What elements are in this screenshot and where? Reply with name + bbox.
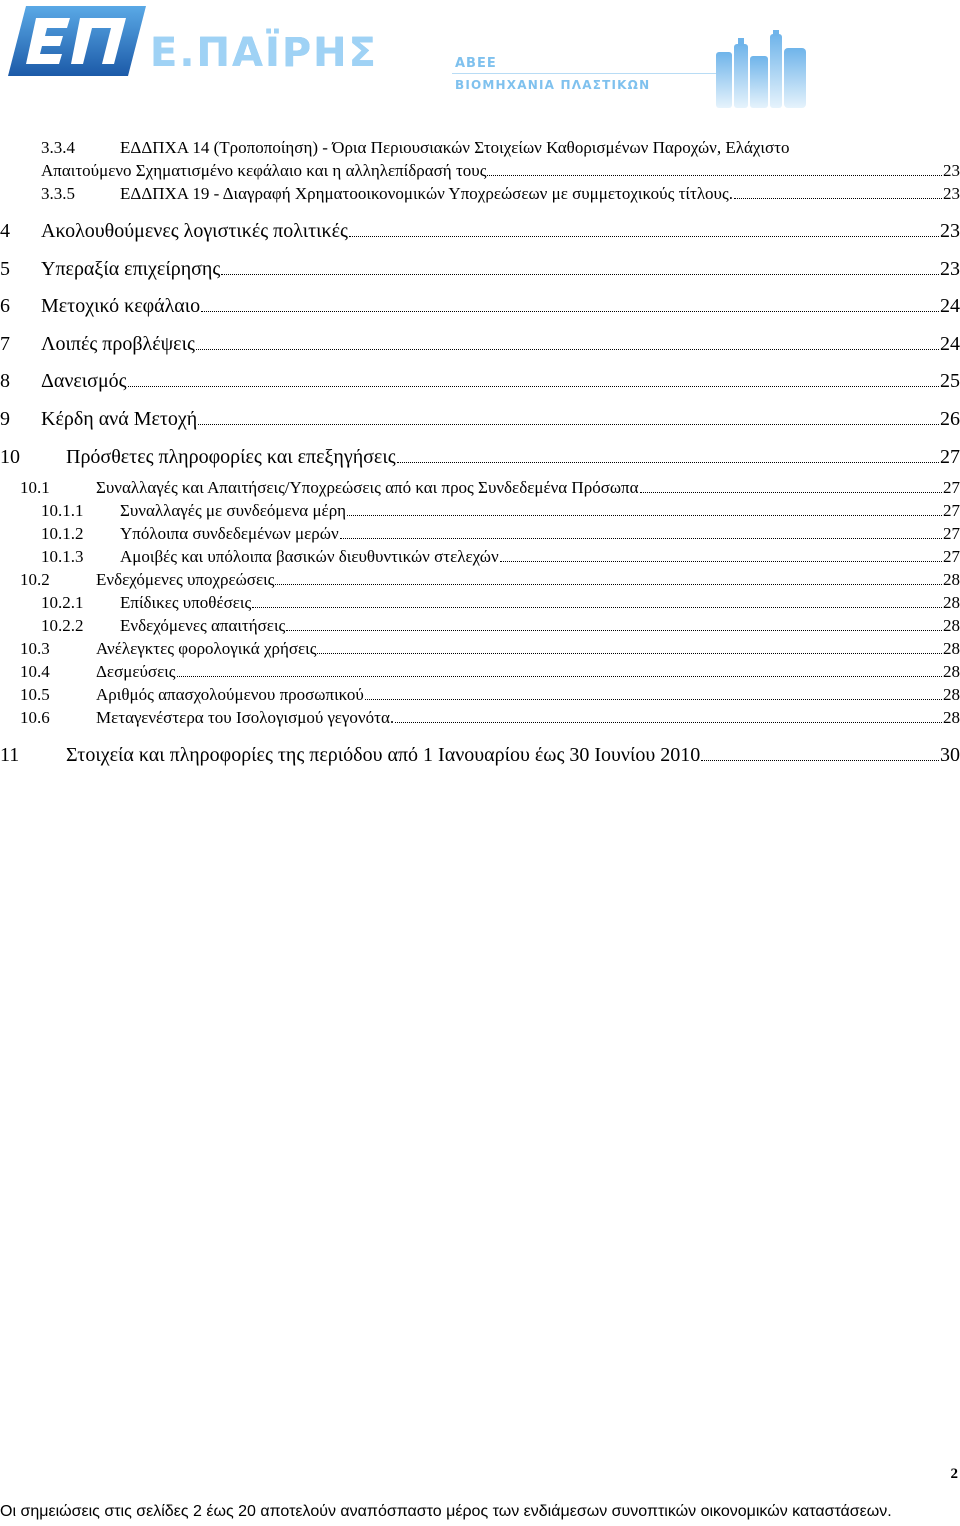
footer-note: Οι σημειώσεις στις σελίδες 2 έως 20 αποτελούν αναπόσπαστο μέρος των ενδιάμεσων συνοπτικών οικονομικών καταστάσεων. bbox=[0, 1503, 892, 1520]
toc-entry-10-1[interactable] bbox=[20, 478, 960, 498]
toc-page-number: 24 bbox=[940, 333, 960, 355]
toc-leader-dots bbox=[395, 722, 942, 723]
toc-page-number: 26 bbox=[940, 408, 960, 430]
toc-entry-4[interactable] bbox=[0, 220, 960, 243]
toc-entry-7[interactable] bbox=[0, 333, 960, 356]
toc-title: Αριθμός απασχολούμενου προσωπικού bbox=[96, 685, 364, 704]
toc-page-number: 23 bbox=[940, 258, 960, 280]
toc-leader-dots bbox=[734, 198, 942, 199]
toc-title: Δανεισμός bbox=[41, 370, 127, 392]
toc-title: Ακολουθούμενες λογιστικές πολιτικές bbox=[41, 220, 348, 242]
toc-entry-3-3-5[interactable] bbox=[41, 184, 960, 204]
toc-entry-10-3[interactable] bbox=[20, 639, 960, 659]
toc-leader-dots bbox=[221, 274, 939, 275]
toc-leader-dots bbox=[340, 538, 942, 539]
toc-leader-dots bbox=[349, 236, 939, 237]
toc-entry-10-2-1[interactable] bbox=[41, 593, 960, 613]
toc-title: Μεταγενέστερα του Ισολογισμού γεγονότα. bbox=[96, 708, 395, 727]
toc-title: Ανέλεγκτες φορολογικά χρήσεις bbox=[96, 639, 317, 658]
toc-page-number: 27 bbox=[943, 501, 960, 520]
toc-title: Υπεραξία επιχείρησης bbox=[41, 258, 221, 280]
toc-leader-dots bbox=[177, 676, 942, 677]
toc-title: Συναλλαγές με συνδεόμενα μέρη bbox=[120, 501, 347, 520]
toc-number: 5 bbox=[0, 258, 10, 280]
document-header bbox=[0, 0, 960, 120]
toc-page-number: 28 bbox=[943, 639, 960, 658]
brand-tagline: ΒΙΟΜΗΧΑΝΙΑ ΠΛΑΣΤΙΚΩΝ bbox=[455, 78, 651, 92]
toc-page-number: 27 bbox=[940, 446, 960, 468]
toc-leader-dots bbox=[365, 699, 942, 700]
toc-number: 10.2.1 bbox=[41, 593, 84, 612]
toc-leader-dots bbox=[487, 175, 942, 176]
toc-leader-dots bbox=[286, 630, 942, 631]
toc-title: Στοιχεία και πληροφορίες της περιόδου από 1 Ιανουαρίου έως 30 Ιουνίου 2010 bbox=[66, 744, 701, 766]
brand-divider bbox=[452, 73, 717, 74]
toc-title: Επίδικες υποθέσεις bbox=[120, 593, 252, 612]
toc-page-number: 28 bbox=[943, 570, 960, 589]
toc-number: 10.2 bbox=[20, 570, 50, 589]
toc-leader-dots bbox=[397, 462, 939, 463]
toc-number: 10.6 bbox=[20, 708, 50, 727]
toc-entry-9[interactable] bbox=[0, 408, 960, 431]
toc-number: 10.1 bbox=[20, 478, 50, 497]
toc-page-number: 23 bbox=[943, 161, 960, 180]
toc-number: 10.4 bbox=[20, 662, 50, 681]
ep-logo-icon bbox=[8, 6, 146, 76]
toc-page-number: 28 bbox=[943, 616, 960, 635]
toc-page-number: 27 bbox=[943, 547, 960, 566]
toc-entry-8[interactable] bbox=[0, 370, 960, 393]
toc-title: Ενδεχόμενες υποχρεώσεις bbox=[96, 570, 275, 589]
toc-title: Λοιπές προβλέψεις bbox=[41, 333, 195, 355]
toc-leader-dots bbox=[317, 653, 942, 654]
toc-entry-11[interactable] bbox=[0, 744, 960, 767]
toc-entry-10-2[interactable] bbox=[20, 570, 960, 590]
page-number: 2 bbox=[950, 1466, 958, 1482]
toc-entry-10-2-2[interactable] bbox=[41, 616, 960, 636]
toc-title: Δεσμεύσεις bbox=[96, 662, 176, 681]
toc-number: 10.1.1 bbox=[41, 501, 84, 520]
toc-leader-dots bbox=[128, 386, 939, 387]
toc-number: 10.5 bbox=[20, 685, 50, 704]
toc-title: ΕΔΔΠΧΑ 14 (Τροποποίηση) - Όρια Περιουσιακών Στοιχείων Καθορισμένων Παροχών, Ελάχιστο bbox=[120, 138, 790, 157]
toc-number: 10 bbox=[0, 446, 20, 468]
toc-entry-10-4[interactable] bbox=[20, 662, 960, 682]
toc-number: 9 bbox=[0, 408, 10, 430]
toc-entry-3-3-4-line1[interactable] bbox=[41, 138, 789, 158]
toc-title: Ενδεχόμενες απαιτήσεις bbox=[120, 616, 286, 635]
toc-title: Κέρδη ανά Μετοχή bbox=[41, 408, 198, 430]
toc-page-number: 25 bbox=[940, 370, 960, 392]
toc-number: 3.3.4 bbox=[41, 138, 75, 157]
toc-entry-10-6[interactable] bbox=[20, 708, 960, 728]
toc-number: 7 bbox=[0, 333, 10, 355]
toc-entry-6[interactable] bbox=[0, 295, 960, 318]
toc-number: 4 bbox=[0, 220, 10, 242]
toc-title: Πρόσθετες πληροφορίες και επεξηγήσεις bbox=[66, 446, 396, 468]
brand-suffix: ΑΒΕΕ bbox=[455, 56, 497, 71]
toc-title: Υπόλοιπα συνδεδεμένων μερών bbox=[120, 524, 339, 543]
toc-number: 3.3.5 bbox=[41, 184, 75, 203]
toc-title: Απαιτούμενο Σχηματισμένο κεφάλαιο και η αλληλεπίδρασή τους bbox=[41, 161, 487, 180]
toc-number: 10.1.2 bbox=[41, 524, 84, 543]
toc-leader-dots bbox=[347, 515, 942, 516]
toc-entry-10-1-2[interactable] bbox=[41, 524, 960, 544]
toc-page-number: 24 bbox=[940, 295, 960, 317]
toc-leader-dots bbox=[196, 349, 939, 350]
plastic-products-icon bbox=[712, 30, 812, 108]
toc-leader-dots bbox=[201, 311, 939, 312]
toc-page-number: 27 bbox=[943, 524, 960, 543]
toc-page-number: 28 bbox=[943, 593, 960, 612]
toc-entry-10-5[interactable] bbox=[20, 685, 960, 705]
toc-number: 11 bbox=[0, 744, 20, 766]
toc-number: 8 bbox=[0, 370, 10, 392]
toc-entry-10[interactable] bbox=[0, 446, 960, 469]
toc-entry-10-1-1[interactable] bbox=[41, 501, 960, 521]
toc-entry-5[interactable] bbox=[0, 258, 960, 281]
toc-leader-dots bbox=[275, 584, 942, 585]
toc-page-number: 23 bbox=[943, 184, 960, 203]
toc-page-number: 23 bbox=[940, 220, 960, 242]
toc-leader-dots bbox=[198, 424, 939, 425]
toc-title: Μετοχικό κεφάλαιο bbox=[41, 295, 201, 317]
toc-number: 10.3 bbox=[20, 639, 50, 658]
toc-title: Αμοιβές και υπόλοιπα βασικών διευθυντικών στελεχών bbox=[120, 547, 499, 566]
toc-title: Συναλλαγές και Απαιτήσεις/Υποχρεώσεις από και προς Συνδεδεμένα Πρόσωπα bbox=[96, 478, 639, 497]
toc-page-number: 30 bbox=[940, 744, 960, 766]
toc-leader-dots bbox=[500, 561, 942, 562]
toc-page-number: 28 bbox=[943, 685, 960, 704]
toc-title: ΕΔΔΠΧΑ 19 - Διαγραφή Χρηματοοικονομικών Υποχρεώσεων με συμμετοχικούς τίτλους. bbox=[120, 184, 733, 203]
toc-entry-10-1-3[interactable] bbox=[41, 547, 960, 567]
toc-leader-dots bbox=[701, 760, 939, 761]
toc-number: 6 bbox=[0, 295, 10, 317]
toc-page-number: 28 bbox=[943, 662, 960, 681]
toc-page-number: 27 bbox=[943, 478, 960, 497]
brand-name: Ε.ΠΑΪΡΗΣ bbox=[150, 30, 378, 76]
toc-leader-dots bbox=[252, 607, 942, 608]
toc-leader-dots bbox=[640, 492, 942, 493]
toc-entry-3-3-4-line2[interactable] bbox=[41, 161, 960, 181]
toc-number: 10.1.3 bbox=[41, 547, 84, 566]
toc-page-number: 28 bbox=[943, 708, 960, 727]
toc-number: 10.2.2 bbox=[41, 616, 84, 635]
